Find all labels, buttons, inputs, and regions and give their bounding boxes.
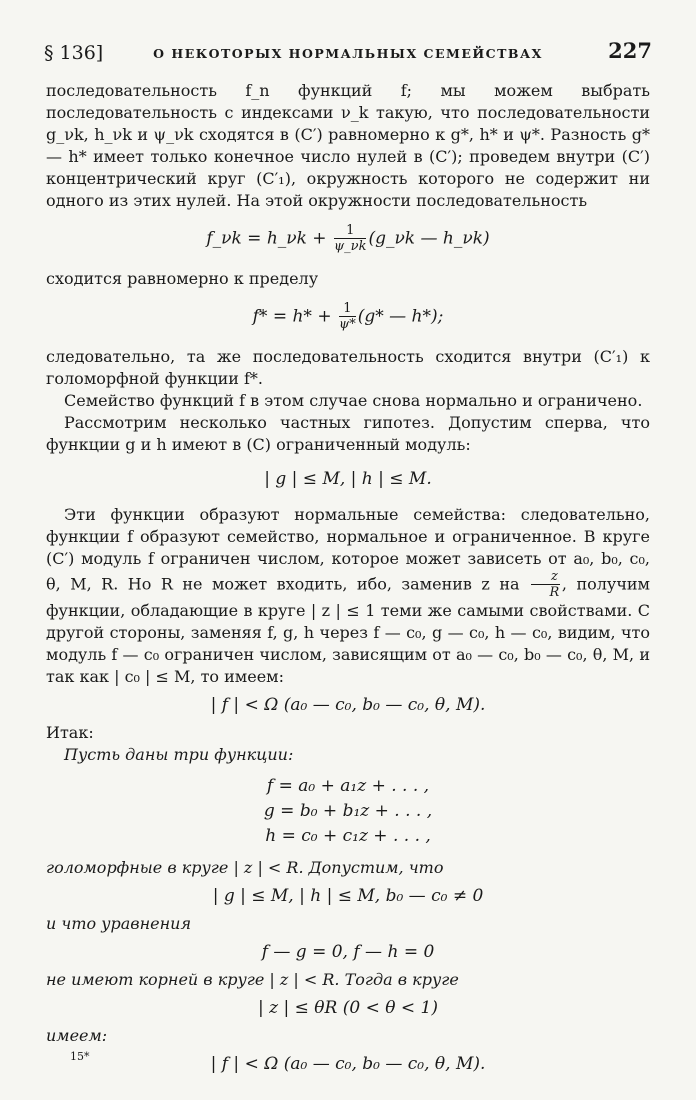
theorem-statement-2: голоморфные в круге | z | < R. Допустим, что <box>46 858 444 877</box>
theorem-statement-1: Пусть даны три функции: <box>64 745 294 764</box>
formula-2 <box>46 302 650 332</box>
paragraph-2: сходится равномерно к пределу <box>46 269 319 288</box>
formula-4: | f | < Ω (a₀ — c₀, b₀ — c₀, θ, M). <box>210 695 486 715</box>
paragraph-6 <box>46 504 650 688</box>
formula-1-rhs: (g_νk — h_νk) <box>368 228 490 249</box>
z-over-r-num: z <box>531 570 560 585</box>
formula-1-num: 1 <box>334 224 366 239</box>
series-g: g = b₀ + b₁z + . . . , <box>263 801 433 821</box>
paragraph-4: Семейство функций f в этом случае снова нормально и ограничено. <box>64 391 643 410</box>
series-h: h = c₀ + c₁z + . . . , <box>265 826 431 846</box>
formula-8: | f | < Ω (a₀ — c₀, b₀ — c₀, θ, M). <box>210 1054 486 1074</box>
formula-1 <box>46 224 650 254</box>
formula-1-lhs: f_νk = h_νk + <box>206 228 332 249</box>
theorem-statement-4: не имеют корней в круге | z | < R. Тогда в круге <box>46 970 459 989</box>
formula-6: f — g = 0, f — h = 0 <box>261 942 435 962</box>
z-over-r-fraction <box>531 570 560 600</box>
formula-7: | z | ≤ θR (0 < θ < 1) <box>258 998 438 1018</box>
paragraph-5: Рассмотрим несколько частных гипотез. Допустим сперва, что функции g и h имеют в (C) ограниченный модуль: <box>46 413 650 454</box>
page-number: 227 <box>608 38 652 63</box>
paragraph-3: следовательно, та же последовательность сходится внутри (C′₁) к голоморфной функции f*. <box>46 347 650 388</box>
z-over-r-den: R <box>549 585 560 600</box>
formula-1-fraction <box>334 224 366 254</box>
formula-2-den: ψ* <box>339 317 356 332</box>
paragraph-6-part-a: Эти функции образуют нормальные семейства: следовательно, функции f образуют семейство, нормальное и ограниченное. В круге (C′) модуль f ограничен числом, которое может зависеть от a₀, b₀, c₀, θ, M, R. Но R не может входить, ибо, заменив z на <box>46 505 650 594</box>
paragraph-6-part-b: , получим функции, обладающие в круге | z | ≤ 1 теми же самыми свойствами. С другой стороны, заменяя f, g, h через f — c₀, g — c₀, h — c₀, видим, что модуль f — c₀ ограничен числом, зависящим от a₀ — c₀, b₀ — c₀, θ, M, и так как | c₀ | ≤ M, то имеем: <box>46 574 651 686</box>
formula-2-num: 1 <box>339 302 356 317</box>
theorem-statement-3: и что уравнения <box>46 914 192 933</box>
signature-mark: 15* <box>70 1050 90 1063</box>
formula-5: | g | ≤ M, | h | ≤ M, b₀ — c₀ ≠ 0 <box>212 886 484 906</box>
formula-2-lhs: f* = h* + <box>252 306 337 327</box>
function-series <box>46 774 650 849</box>
page-body <box>46 80 650 1081</box>
formula-1-den: ψ_νk <box>333 239 367 254</box>
formula-2-rhs: (g* — h*); <box>357 306 444 327</box>
theorem-statement-5: имеем: <box>46 1026 108 1045</box>
formula-3: | g | ≤ M, | h | ≤ M. <box>264 469 432 489</box>
running-header <box>44 38 652 68</box>
chapter-title: О НЕКОТОРЫХ НОРМАЛЬНЫХ СЕМЕЙСТВАХ <box>153 46 543 61</box>
series-f: f = a₀ + a₁z + . . . , <box>266 776 430 796</box>
itak-label: Итак: <box>46 723 94 742</box>
formula-2-fraction <box>339 302 356 332</box>
section-number: § 136] <box>44 42 104 64</box>
paragraph-1: последовательность f_n функций f; мы можем выбрать последовательность с индексами ν_k такую, что последовательности g_νk, h_νk и ψ_νk сходятся в (C′) равномерно к g*, h* и ψ*. Разность g* — h* имеет только конечное число нулей в (C′); проведем внутри (C′) концентрический круг (C′₁), окружность которого не содержит ни одного из этих нулей. На этой окружности последовательность <box>46 81 650 210</box>
